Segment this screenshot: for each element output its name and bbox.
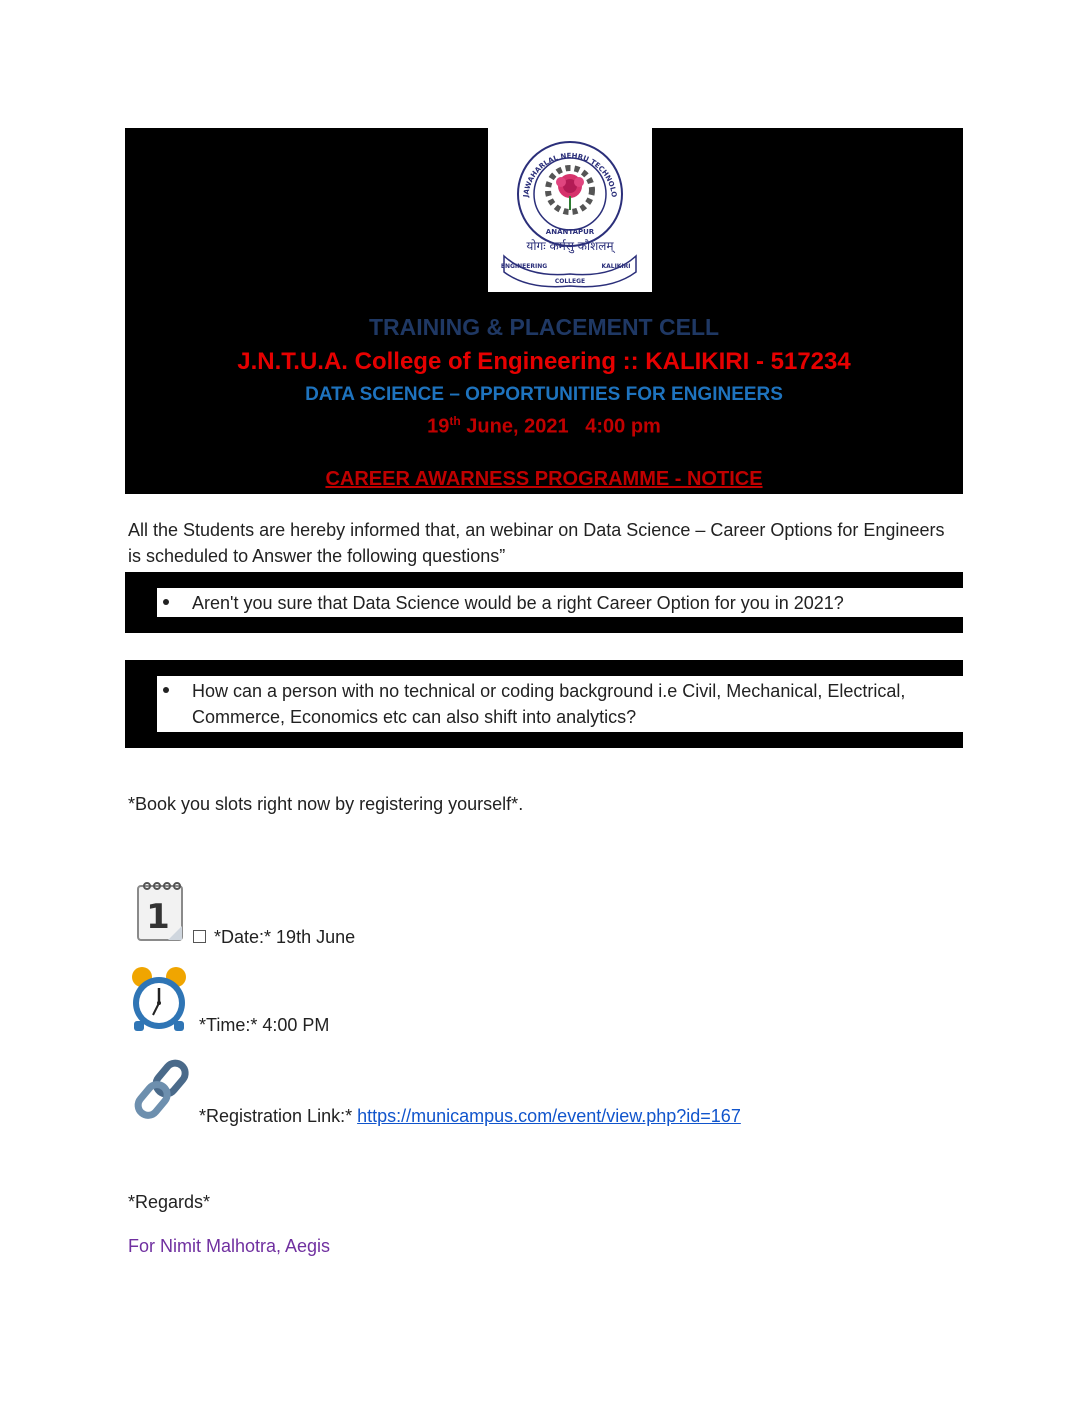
bullet-icon [163,687,169,693]
regards-line: *Regards* [128,1192,211,1212]
svg-text:1: 1 [146,897,170,937]
svg-text:योगः कर्मसु कौशलम्: योगः कर्मसु कौशलम् [526,239,614,253]
question-block-1 [125,572,963,633]
registration-label: *Registration Link:* [199,1106,353,1126]
svg-text:ENGINEERING: ENGINEERING [500,263,548,270]
jntua-emblem [488,128,652,292]
date-suffix: th [449,414,461,428]
chain-link-icon [131,1056,191,1129]
date-rest: June, 2021 4:00 pm [460,415,661,438]
alarm-clock-icon [128,965,190,1040]
time-label: *Time:* [199,1015,258,1035]
date-value: 19th June [271,927,356,947]
signature-line: For Nimit Malhotra, Aegis [128,1236,331,1256]
notice-heading: CAREER AWARNESS PROGRAMME - NOTICE [325,468,763,490]
time-value: 4:00 PM [257,1015,330,1035]
registration-line [199,1103,741,1129]
book-slots-line: *Book you slots right now by registering yourself*. [128,794,524,814]
registration-link[interactable]: https://municampus.com/event/view.php?id=167 [357,1106,741,1126]
question-row [157,588,963,617]
event-datetime [125,414,963,439]
question-text: Aren't you sure that Data Science would be a right Career Option for you in 2021? [192,593,844,613]
svg-text:ANANTAPUR: ANANTAPUR [545,228,595,236]
intro-paragraph: All the Students are hereby informed that, an webinar on Data Science – Career Options for Engineers is scheduled to Answer the following questions” [128,520,945,566]
college-logo [488,128,652,292]
checkbox-icon [193,930,206,943]
bullet-icon [163,599,169,605]
svg-text:COLLEGE: COLLEGE [554,278,586,285]
question-row [157,676,963,732]
date-day: 19 [427,415,450,438]
event-date-line [193,924,355,950]
svg-text:KALIKIRI: KALIKIRI [601,263,631,270]
placement-cell-title: TRAINING & PLACEMENT CELL [368,314,720,340]
college-name: J.N.T.U.A. College of Engineering :: KALIKIRI - 517234 [237,348,851,375]
question-text: How can a person with no technical or coding background i.e Civil, Mechanical, Electrical, Commerce, Economics etc can also shift into analytics? [192,681,906,727]
svg-text:JAWAHARLAL NEHRU TECHNOLOGICAL: JAWAHARLAL NEHRU TECHNOLO [522,151,618,198]
question-block-2 [125,660,963,748]
date-label: *Date:* [214,927,272,947]
header-banner [125,128,963,494]
webinar-title: DATA SCIENCE – OPPORTUNITIES FOR ENGINEERS [305,384,783,405]
calendar-icon [134,878,186,947]
event-time-line [199,1012,329,1038]
